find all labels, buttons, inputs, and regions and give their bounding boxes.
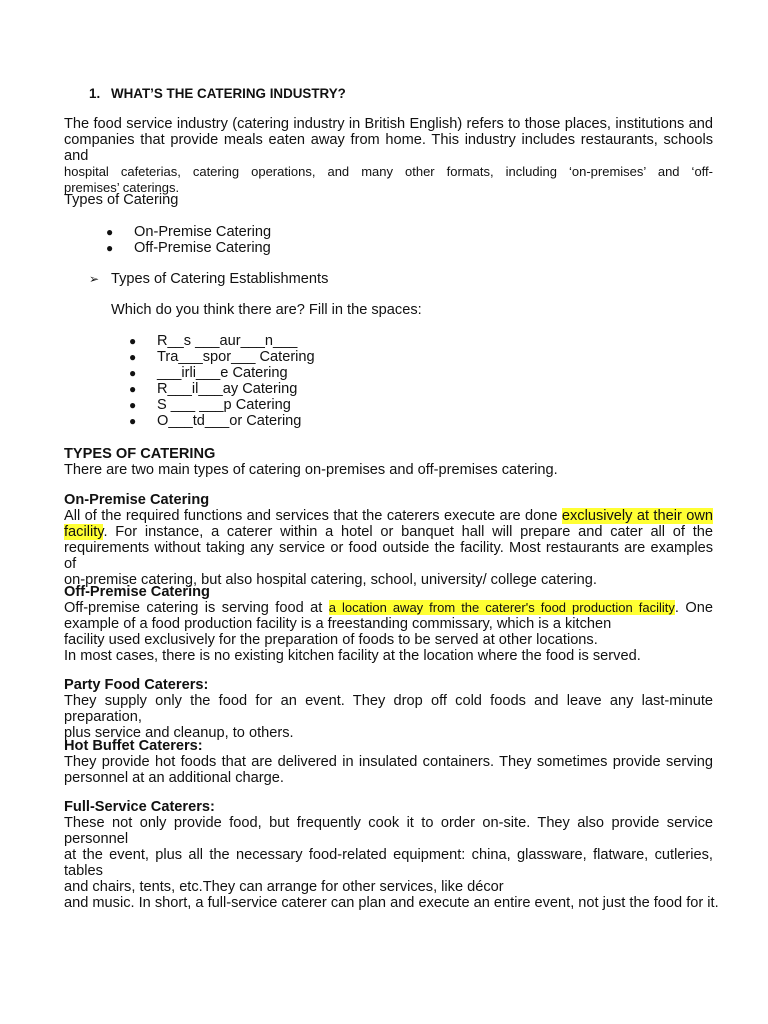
- intro-line: companies that provide meals eaten away from home. This industry includes restaurants, schools and: [64, 132, 713, 164]
- party-line: plus service and cleanup, to others.: [64, 725, 294, 741]
- party-title: Party Food Caterers:: [64, 677, 209, 693]
- highlight: a location away from the caterer's food production facility: [328, 600, 675, 615]
- fill-in-list: [129, 333, 315, 429]
- list-item: ● R__s ___aur___n___: [129, 333, 298, 349]
- bullet-icon: ●: [106, 225, 114, 239]
- types-section-title: TYPES OF CATERING: [64, 446, 216, 462]
- bullet-icon: ●: [129, 334, 137, 348]
- off-premise-line: facility used exclusively for the preparation of foods to be served at other locations.: [64, 632, 598, 648]
- bullet-icon: ●: [106, 241, 114, 255]
- types-section: [64, 446, 713, 478]
- full-service-line: and chairs, tents, etc.They can arrange for other services, like décor: [64, 879, 504, 895]
- bullet-icon: ●: [129, 382, 137, 396]
- buffet-title: Hot Buffet Caterers:: [64, 738, 203, 754]
- list-item: ● On-Premise Catering: [106, 224, 272, 240]
- arrow-bullet-icon: ➢: [89, 272, 100, 286]
- off-premise-line: Off-premise catering is serving food at a location away from the caterer's food production facility. One: [64, 600, 713, 616]
- list-item: ● R___il___ay Catering: [129, 381, 298, 397]
- off-premise-title: Off-Premise Catering: [64, 584, 210, 600]
- highlight: exclusively at their own: [561, 508, 714, 524]
- on-premise-line: requirements without taking any service or food outside the facility. Most restaurants are examples of: [64, 540, 713, 572]
- buffet-line: They provide hot foods that are delivered in insulated containers. They sometimes provide serving: [64, 754, 713, 770]
- bullet-icon: ●: [129, 398, 137, 412]
- off-premise-section: [64, 584, 713, 664]
- bullet-icon: ●: [129, 350, 137, 364]
- party-section: [64, 677, 713, 741]
- intro-paragraph: [64, 116, 713, 196]
- establishments-item: [89, 271, 328, 287]
- buffet-section: [64, 738, 713, 786]
- bullet-icon: ●: [129, 366, 137, 380]
- intro-line: The food service industry (catering industry in British English) refers to those places, institutions and: [64, 116, 713, 132]
- off-premise-line: In most cases, there is no existing kitchen facility at the location where the food is served.: [64, 648, 641, 664]
- list-item: ● Tra___spor___ Catering: [129, 349, 315, 365]
- list-item: ● ___irli___e Catering: [129, 365, 288, 381]
- party-line: They supply only the food for an event. They drop off cold foods and leave any last-minute preparation,: [64, 693, 713, 725]
- highlight: facility: [64, 524, 104, 540]
- heading-title: WHAT’S THE CATERING INDUSTRY?: [111, 86, 346, 101]
- off-premise-line: example of a food production facility is a freestanding commissary, which is a kitchen: [64, 616, 612, 632]
- section-heading: [89, 86, 346, 102]
- list-item: ● S ___ ___p Catering: [129, 397, 291, 413]
- buffet-line: personnel at an additional charge.: [64, 770, 284, 786]
- on-premise-line: All of the required functions and services that the caterers execute are done exclusively at their own: [64, 508, 714, 524]
- on-premise-line: on-premise catering, but also hospital catering, school, university/ college catering.: [64, 572, 597, 588]
- on-premise-title: On-Premise Catering: [64, 492, 210, 508]
- list-item: ● O___td___or Catering: [129, 413, 302, 429]
- full-service-line: These not only provide food, but frequently cook it to order on-site. They also provide service personnel: [64, 815, 713, 847]
- full-service-title: Full-Service Caterers:: [64, 799, 215, 815]
- heading-number: 1.: [89, 86, 101, 101]
- on-premise-section: [64, 492, 713, 588]
- types-label: Types of Catering: [64, 192, 179, 208]
- list-item: ● Off-Premise Catering: [106, 240, 271, 256]
- establishments-label: Types of Catering Establishments: [111, 271, 329, 287]
- fill-prompt: Which do you think there are? Fill in the spaces:: [111, 302, 422, 318]
- on-premise-line: facility. For instance, a caterer within a hotel or banquet hall will prepare and cater all of the: [64, 524, 713, 540]
- intro-line: hospital cafeterias, catering operations, and many other formats, including ‘on-premises’ and ‘off-: [64, 164, 713, 179]
- full-service-section: [64, 799, 719, 911]
- types-section-text: There are two main types of catering on-premises and off-premises catering.: [64, 462, 558, 478]
- full-service-line: and music. In short, a full-service caterer can plan and execute an entire event, not just the food for it.: [64, 895, 719, 911]
- bullet-icon: ●: [129, 414, 137, 428]
- intro-line: premises’ caterings.: [64, 180, 180, 195]
- full-service-line: at the event, plus all the necessary food-related equipment: china, glassware, flatware, cutleries, tables: [64, 847, 713, 879]
- types-list: [106, 224, 272, 256]
